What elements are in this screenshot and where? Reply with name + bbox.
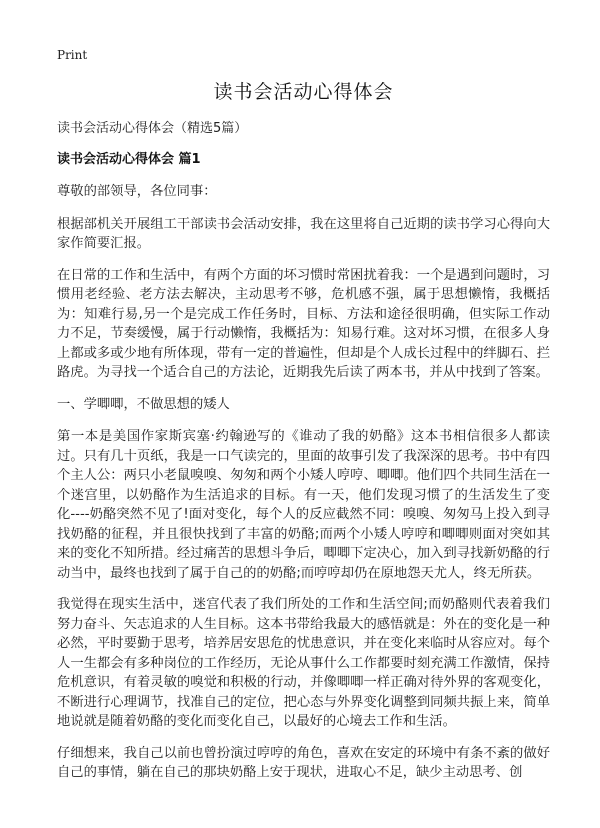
page-title: 读书会活动心得体会 (213, 81, 394, 103)
body-paragraph: 在日常的工作和生活中，有两个方面的坏习惯时常困扰着我：一个是遇到问题时，习惯用老经验、老方法去解决，主动思考不够，危机感不强，属于思想懒惰，我概括为：知难行易,另一个是完成工作任务时，目标、方法和途径很明确，但实际工作动力不足，节奏缓慢，属于行动懒惰，我概括为：知易行难。这对坏习惯，在很多人身上都或多或少地有所体现，带有一定的普遍性，但却是个人成长过程中的绊脚石、拦路虎。为寻找一个适合自己的方法论，近期我先后读了两本书，并从中找到了答案。 (57, 267, 550, 380)
document-page (57, 0, 550, 828)
section-heading: 一、学唧唧，不做思想的矮人 (57, 396, 230, 412)
article-body (57, 182, 550, 795)
body-paragraph: 我觉得在现实生活中，迷宫代表了我们所处的工作和生活空间;而奶酪则代表着我们努力奋斗、矢志追求的人生目标。这本书带给我最大的感悟就是：外在的变化是一种必然，平时要勤于思考，培养居安思危的忧患意识，并在变化来临时从容应对。每个人一生都会有多种岗位的工作经历，无论从事什么工作都要时刻充满工作激情，保持危机意识，有着灵敏的嗅觉和积极的行动，并像唧唧一样正确对待外界的客观变化，不断进行心理调节，找准自己的定位，把心态与外界变化调整到同频共振上来，简单地说就是随着奶酪的变化而变化自己，以最好的心境去工作和生活。 (57, 597, 550, 729)
body-paragraph: 仔细想来，我自己以前也曾扮演过哼哼的角色，喜欢在安定的环境中有条不紊的做好自己的事情，躺在自己的那块奶酪上安于现状，进取心不足，缺少主动思考、创 (57, 745, 550, 780)
print-link[interactable]: Print (57, 48, 88, 62)
body-paragraph: 根据部机关开展组工干部读书会活动安排，我在这里将自己近期的读书学习心得向大家作简要汇报。 (57, 216, 550, 251)
article-heading: 读书会活动心得体会 篇1 (57, 152, 201, 167)
body-paragraph: 第一本是美国作家斯宾塞·约翰逊写的《谁动了我的奶酪》这本书相信很多人都读过。只有几十页纸，我是一口气读完的，里面的故事引发了我深深的思考。书中有四个主人公：两只小老鼠嗅嗅、匆匆和两个小矮人哼哼、唧唧。他们四个共同生活在一个迷宫里，以奶酪作为生活追求的目标。有一天，他们发现习惯了的生活发生了变化----奶酪突然不见了!面对变化，每个人的反应截然不同：嗅嗅、匆匆马上投入到寻找奶酪的征程，并且很快找到了丰富的奶酪;而两个小矮人哼哼和唧唧则面对突如其来的变化不知所措。经过痛苦的思想斗争后，唧唧下定决心，加入到寻找新奶酪的行动当中，最终也找到了属于自己的的奶酪;而哼哼却仍在原地怨天尤人，终无所获。 (57, 429, 550, 581)
greeting-paragraph: 尊敬的部领导，各位同事： (57, 184, 217, 199)
document-subtitle: 读书会活动心得体会（精选5篇） (57, 121, 248, 136)
